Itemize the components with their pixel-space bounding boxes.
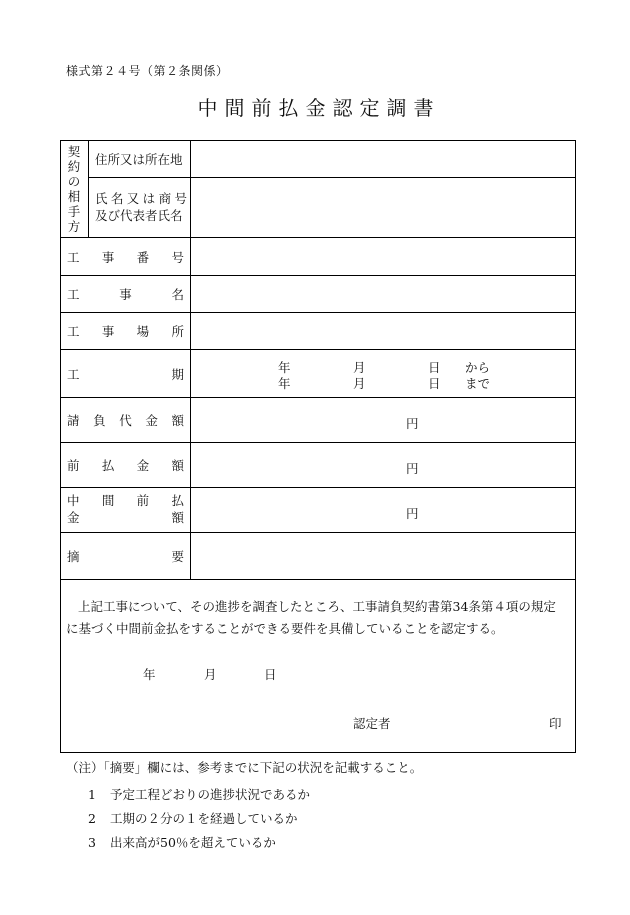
- label-char: 号: [174, 191, 187, 206]
- remarks-field[interactable]: [191, 533, 575, 578]
- address-label: 住所又は所在地: [95, 152, 183, 167]
- yen-unit: 円: [406, 461, 419, 476]
- period-start-day: 日: [428, 360, 441, 375]
- label-char: 中: [67, 493, 80, 508]
- certifier-label: 認定者: [353, 716, 391, 731]
- name-label: [95, 190, 187, 224]
- label-char: 額: [171, 413, 184, 428]
- label-char: 代: [119, 413, 132, 428]
- label-char: 事: [101, 324, 115, 339]
- label-char: 番: [136, 249, 150, 265]
- remarks-label: [67, 533, 184, 579]
- contractor-group-label: [60, 141, 88, 237]
- interim-amount-field[interactable]: [191, 488, 575, 531]
- label-char: 払: [171, 493, 184, 508]
- advance-amount-field[interactable]: [191, 443, 575, 486]
- certification-statement: 上記工事について、その進捗を調査したところ、工事請負契約書第34条第４項の規定に基づく中間前金払をすることができる要件を具備していることを認定する。: [66, 599, 556, 636]
- note-number: 2: [88, 811, 96, 826]
- label-char: の: [67, 174, 81, 189]
- label-char: 又: [126, 191, 140, 206]
- label-char: 相: [67, 189, 81, 204]
- label-char: 期: [171, 366, 184, 382]
- label-char: 工: [67, 287, 80, 302]
- label-char: 事: [119, 287, 132, 302]
- project-number-label: [67, 238, 184, 275]
- project-name-field[interactable]: [191, 276, 575, 311]
- rule: [60, 579, 576, 580]
- label-char: 方: [67, 219, 81, 234]
- yen-unit: 円: [406, 506, 419, 521]
- period-end-year: 年: [278, 376, 291, 391]
- label-char: 所: [171, 324, 184, 339]
- label-char: 名: [110, 191, 124, 206]
- date-month: 月: [204, 667, 217, 682]
- contract-amount-field[interactable]: [191, 398, 575, 441]
- label-char: 事: [101, 249, 115, 265]
- notes-heading: （注）「摘要」欄には、参考までに下記の状況を記載すること。: [66, 760, 423, 775]
- name-field[interactable]: [191, 178, 575, 236]
- label-char: 摘: [67, 549, 80, 564]
- label-char: 金: [145, 413, 158, 428]
- period-start-month: 月: [353, 360, 366, 375]
- label-char: 前: [136, 493, 150, 508]
- label-char: 払: [101, 458, 115, 473]
- yen-unit: 円: [406, 416, 419, 431]
- label-char: 手: [67, 204, 81, 219]
- label-char: 商: [158, 191, 172, 206]
- note-text: 予定工程どおりの進捗状況であるか: [110, 787, 311, 802]
- label-char: 名: [171, 287, 184, 302]
- label-char: は: [142, 191, 156, 206]
- date-year: 年: [143, 667, 156, 682]
- page-title: 中間前払金認定調書: [197, 96, 441, 120]
- project-number-field[interactable]: [191, 238, 575, 274]
- interim-amount-label: [67, 492, 184, 526]
- label-char: 額: [171, 510, 184, 525]
- interim-label-line1: [67, 492, 184, 509]
- advance-amount-label: [67, 443, 184, 487]
- address-field[interactable]: [191, 142, 575, 176]
- label-char: 氏: [95, 191, 108, 206]
- label-char: 工: [67, 366, 80, 382]
- contract-amount-label: [67, 398, 184, 442]
- project-name-label: [67, 276, 184, 312]
- label-char: 金: [67, 510, 80, 525]
- label-char: 要: [171, 549, 184, 564]
- period-end-suffix: まで: [465, 376, 491, 391]
- rule: [88, 141, 89, 237]
- label-char: 工: [67, 249, 80, 265]
- label-char: 号: [171, 249, 184, 265]
- label-char: 約: [67, 159, 81, 174]
- label-char: 額: [171, 458, 184, 473]
- form-number: 様式第２４号（第２条関係）: [66, 64, 229, 78]
- period-label: [67, 350, 184, 397]
- project-site-label: [67, 313, 184, 349]
- note-text: 工期の２分の１を経過しているか: [110, 811, 298, 826]
- period-start-year: 年: [278, 360, 291, 375]
- label-char: 場: [136, 324, 150, 339]
- note-text: 出来高が50％を超えているか: [110, 835, 276, 850]
- period-end-month: 月: [353, 376, 366, 391]
- period-end-day: 日: [428, 376, 441, 391]
- note-number: 3: [88, 835, 96, 850]
- name-label-line2: 及び代表者氏名: [95, 208, 183, 223]
- label-char: 工: [67, 324, 80, 339]
- seal-mark: 印: [549, 716, 562, 731]
- note-item: [88, 809, 298, 827]
- note-item: [88, 833, 276, 851]
- project-site-field[interactable]: [191, 313, 575, 348]
- name-label-line1: [95, 190, 187, 207]
- note-item: [88, 785, 310, 803]
- label-char: 契: [67, 144, 81, 159]
- label-char: 負: [93, 413, 106, 428]
- period-start-suffix: から: [465, 360, 491, 375]
- note-number: 1: [88, 787, 96, 802]
- label-char: 前: [67, 458, 80, 473]
- label-char: 請: [67, 413, 80, 428]
- interim-label-line2: [67, 509, 184, 526]
- date-day: 日: [264, 667, 277, 682]
- label-char: 金: [136, 458, 150, 473]
- label-char: 間: [101, 493, 115, 508]
